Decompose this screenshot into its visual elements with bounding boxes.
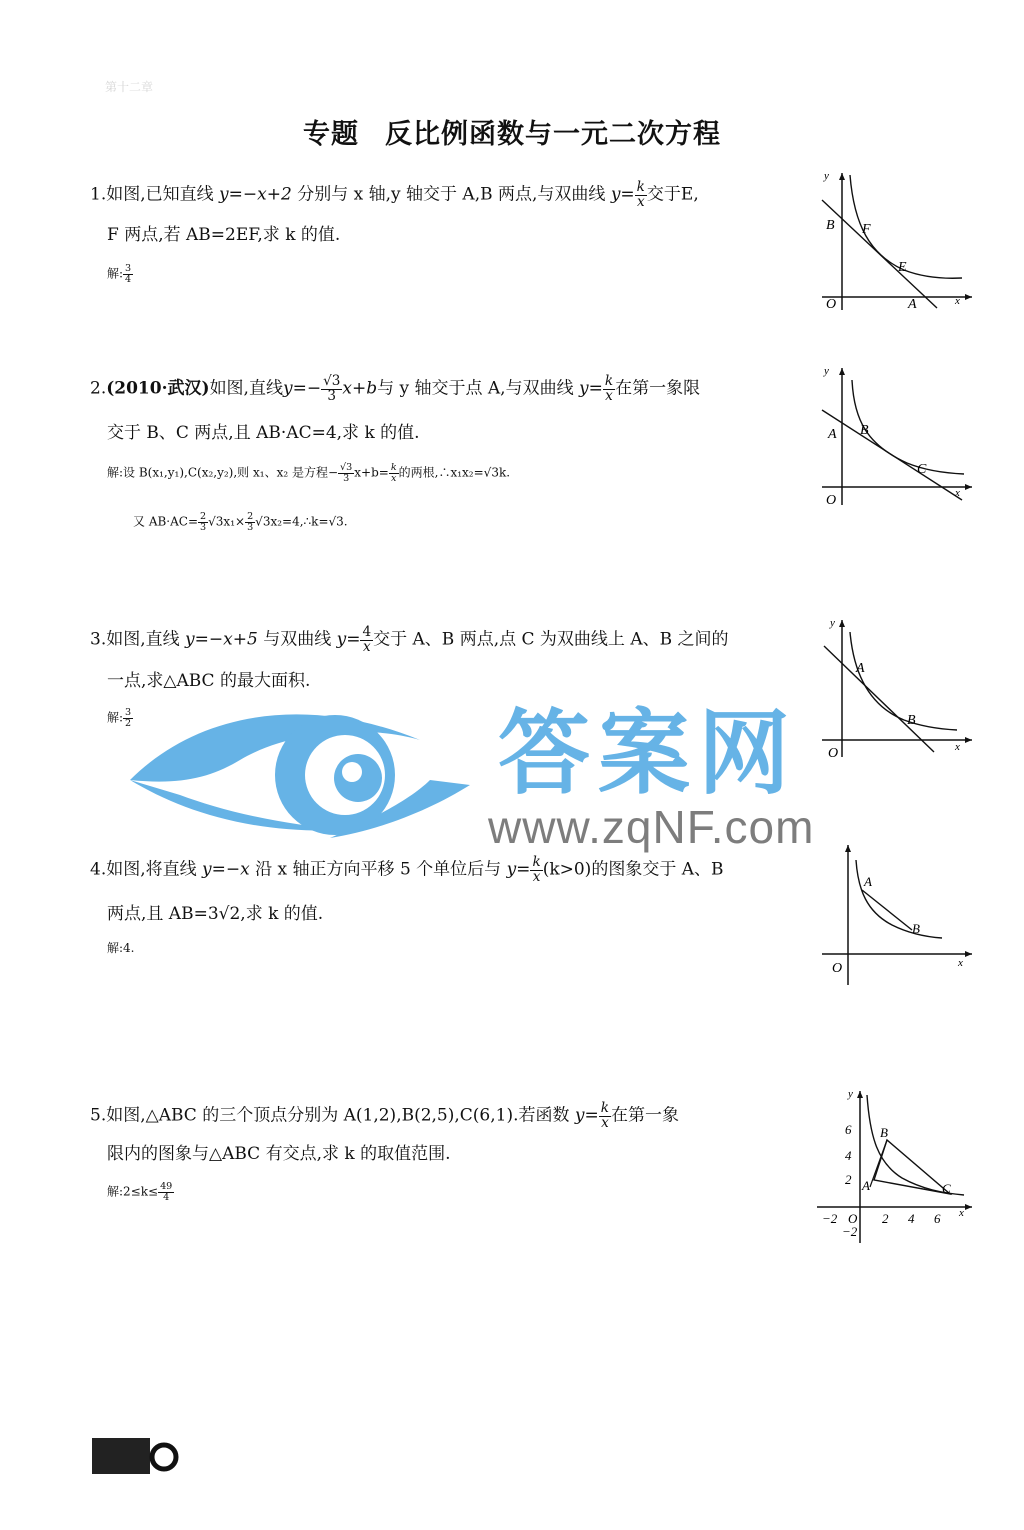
label-x: x [959,1207,964,1219]
q3-line1: 3.如图,直线 y=−x+5 与双曲线 y= $\frac{4}{x}$ 交于 A、B 两点,点 C 为双曲线上 A、B 之间的 [90,624,729,655]
tick-x-2: 2 [882,1211,889,1226]
label-y: y [824,170,829,182]
q5-line1: 5.如图,△ABC 的三个顶点分别为 A(1,2),B(2,5),C(6,1).若函数 y= $\frac{k}{x}$ 在第一象 [90,1100,680,1131]
tick-x-4: 4 [908,1211,915,1226]
y-axis-arrow [845,845,851,852]
q2-line2: 交于 B、C 两点,且 AB·AC=4,求 k 的值. [107,423,420,443]
line [824,646,934,752]
hyperbola [867,1095,964,1195]
y-axis-arrow [857,1091,863,1098]
faint-header-text: 第十二章 [105,80,154,94]
title-left: 专题 [303,119,359,150]
tick-2: 2 [845,1172,852,1187]
label-A: A [862,1178,870,1193]
label-x: x [955,295,960,307]
watermark-eye-logo [120,690,480,850]
label-O: O [848,1211,858,1226]
q3-line2: 一点,求△ABC 的最大面积. [107,671,311,691]
label-O: O [832,961,843,976]
q2-source: (2010·武汉) [106,378,210,399]
page-number-bar [92,1438,150,1474]
x-axis-arrow [965,484,972,490]
q4-answer: 解:4. [107,941,135,955]
q1-figure [812,165,982,315]
q4-line1: 4.如图,将直线 y=−x 沿 x 轴正方向平移 5 个单位后与 y= $\frac{k}{x}$ (k>0)的图象交于 A、B [90,854,724,885]
title-right: 反比例函数与一元二次方程 [385,119,721,150]
hyperbola [856,860,942,938]
q3-answer: 解: $\frac{3}{2}$ [107,707,132,729]
q1-line1: 1.如图,已知直线 y=−x+2 分别与 x 轴,y 轴交于 A,B 两点,与双曲线 y= $\frac{k}{x}$ 交于E, [90,179,699,210]
label-B: B [860,423,869,438]
label-A: A [856,661,865,676]
x-axis-arrow [965,737,972,743]
label-B: B [826,218,835,233]
label-O: O [826,297,837,312]
triangle-ABC [874,1140,950,1194]
watermark-chinese: 答案网 [498,700,799,807]
q4-figure [812,840,982,990]
tick-6: 6 [845,1122,852,1137]
label-A: A [864,874,872,889]
watermark-url: www.zqNF.com [488,801,815,853]
label-A: A [828,427,837,442]
label-F: F [862,222,871,237]
label-A: A [908,297,917,312]
q5-figure [812,1083,982,1258]
q1-answer: 解: $\frac{3}{4}$ [107,263,132,285]
label-C: C [917,462,927,477]
label-E: E [898,260,907,275]
page-circle-icon [148,1440,182,1474]
label-C: C [942,1181,951,1196]
label-x: x [955,741,960,753]
hyperbola [850,632,957,730]
tick-4: 4 [845,1148,852,1163]
label-O: O [826,493,837,508]
label-B: B [912,921,920,936]
y-axis-arrow [839,368,845,375]
q2-solution-line2: 又 AB·AC= $\frac{2}{3}$ √3x₁× $\frac{2}{3}$ √3x₂=4,∴k=√3. [133,511,348,533]
label-y: y [824,365,829,377]
label-x: x [955,487,960,499]
label-O: O [828,746,839,761]
chord-AB [862,890,912,930]
side-A [870,1140,887,1187]
q3-figure [812,612,982,762]
y-axis-arrow [839,173,845,180]
line [822,200,937,308]
x-axis-arrow [965,951,972,957]
tick-y-minus2: −2 [842,1224,858,1239]
label-y: y [830,617,835,629]
page-title [0,112,1024,151]
tick-x-6: 6 [934,1211,941,1226]
tick-x-minus2: −2 [822,1211,838,1226]
label-x: x [958,957,963,969]
q5-answer: 解:2≤k≤ $\frac{49}{4}$ [107,1181,173,1203]
q2-solution-line1: 解:设 B(x₁,y₁),C(x₂,y₂),则 x₁、x₂ 是方程− $\frac{√3}{3}$ x+b= $\frac{k}{x}$ 的两根,∴x₁x₂=√3k. [107,462,511,484]
label-y: y [848,1088,853,1100]
label-B: B [880,1125,888,1140]
q5-line2: 限内的图象与△ABC 有交点,求 k 的取值范围. [107,1144,451,1164]
hyperbola [852,380,964,474]
q4-line2: 两点,且 AB=3√2,求 k 的值. [107,904,324,924]
q2-figure [812,360,982,510]
x-axis-arrow [965,1204,972,1210]
q2-line1: 2.(2010·武汉)如图,直线y=− $\frac{√3}{3}$ x+b与 y 轴交于点 A,与双曲线 y= $\frac{k}{x}$ 在第一象限 [90,373,701,404]
q1-line2: F 两点,若 AB=2EF,求 k 的值. [107,225,341,245]
label-B: B [907,713,916,728]
q1-fraction: $\frac{k}{x}$ [636,179,645,210]
y-axis-arrow [839,620,845,627]
x-axis-arrow [965,294,972,300]
